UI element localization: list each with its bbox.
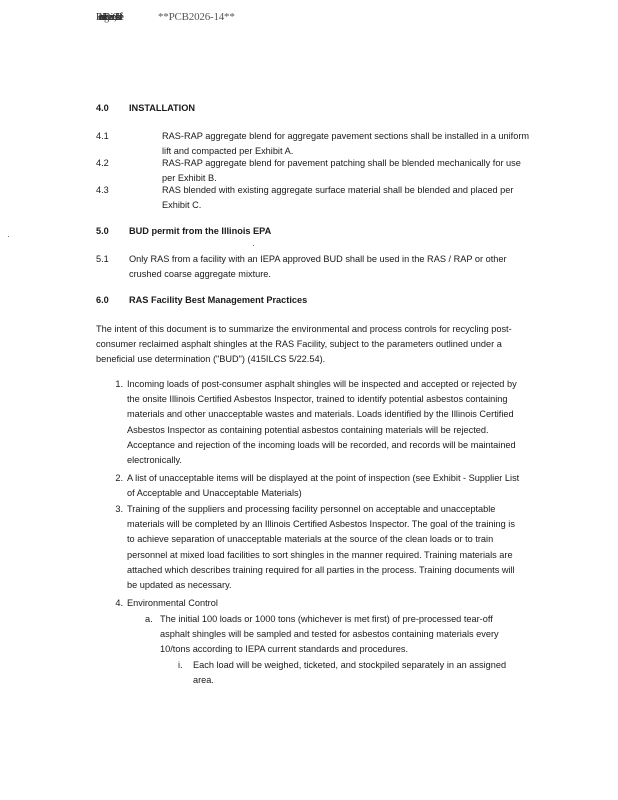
item-4-3-number: 4.3 [96,185,109,195]
sublist-a-number: a. [145,614,153,624]
scan-artifact [8,236,9,237]
section-6-number: 6.0 [96,295,109,305]
section-6-title: RAS Facility Best Management Practices [129,295,308,305]
list-item-1-number: 1. [115,379,123,389]
list-item-4-number: 4. [115,598,123,608]
sublist-a-text: The initial 100 loads or 1000 tons (whichever is met first) of pre-processed tear-off asphalt shingles will be sampled and tested for asbestos containing materials every 10/tons according to IEPA current standards and procedures. [160,614,499,655]
section-5-number: 5.0 [96,226,109,236]
item-4-2-text: RAS-RAP aggregate blend for pavement patching shall be blended mechanically for use per Exhibit B. [162,158,521,184]
filing-stamp-id: **PCB2026-14** [158,11,235,23]
item-4-2-number: 4.2 [96,158,109,168]
scan-artifact [253,245,254,246]
filing-stamp-text: Electronic Filing: Received, Clerk's Office [96,12,121,23]
list-item-2-text: A list of unacceptable items will be displayed at the point of inspection (see Exhibit - Supplier List of Acceptable and Unacceptable Materials) [127,473,520,499]
section-4-title: INSTALLATION [129,103,196,113]
section-5-title: BUD permit from the Illinois EPA [129,226,272,236]
item-4-3-text: RAS blended with existing aggregate surface material shall be blended and placed per Exhibit C. [162,185,514,211]
item-4-1-text: RAS-RAP aggregate blend for aggregate pavement sections shall be installed in a uniform lift and compacted per Exhibit A. [162,131,530,157]
list-item-3-number: 3. [115,504,123,514]
list-item-4-text: Environmental Control [127,598,218,608]
item-5-1-number: 5.1 [96,254,109,264]
item-4-1-number: 4.1 [96,131,109,141]
sublist-i-number: i. [178,660,183,670]
section-4-number: 4.0 [96,103,109,113]
list-item-1-text: Incoming loads of post-consumer asphalt shingles will be inspected and accepted or rejected by the onsite Illinois Certified Asbestos Inspector, trained to identify potential asbestos containing materials and other unacceptable wastes and materials. Loads identified by the Illinois Certified Asbestos Inspector as containing potential asbestos containing materials will be rejected. Acceptance and rejection of the incoming loads will be recorded, and records will be maintained electronically. [127,379,517,466]
list-item-2-number: 2. [115,473,123,483]
sublist-i-text: Each load will be weighed, ticketed, and stockpiled separately in an assigned area. [193,660,507,686]
item-5-1-text: Only RAS from a facility with an IEPA approved BUD shall be used in the RAS / RAP or other crushed coarse aggregate mixture. [129,254,507,280]
list-item-3-text: Training of the suppliers and processing facility personnel on acceptable and unacceptable materials will be completed by an Illinois Certified Asbestos Inspector. The goal of the training is to achieve separation of unacceptable materials at the source of the clean loads or to train personnel at mixed load facilities to sort shingles in the manner required. Training materials are attached which describes training required for all parties in the process. Training documents will be updated as necessary. [127,504,515,591]
intro-paragraph: The intent of this document is to summarize the environmental and process controls for recycling post-consumer reclaimed asphalt shingles at the RAS Facility, subject to the parameters outlined under a beneficial use determination ("BUD") (415ILCS 5/22.54). [96,324,512,365]
